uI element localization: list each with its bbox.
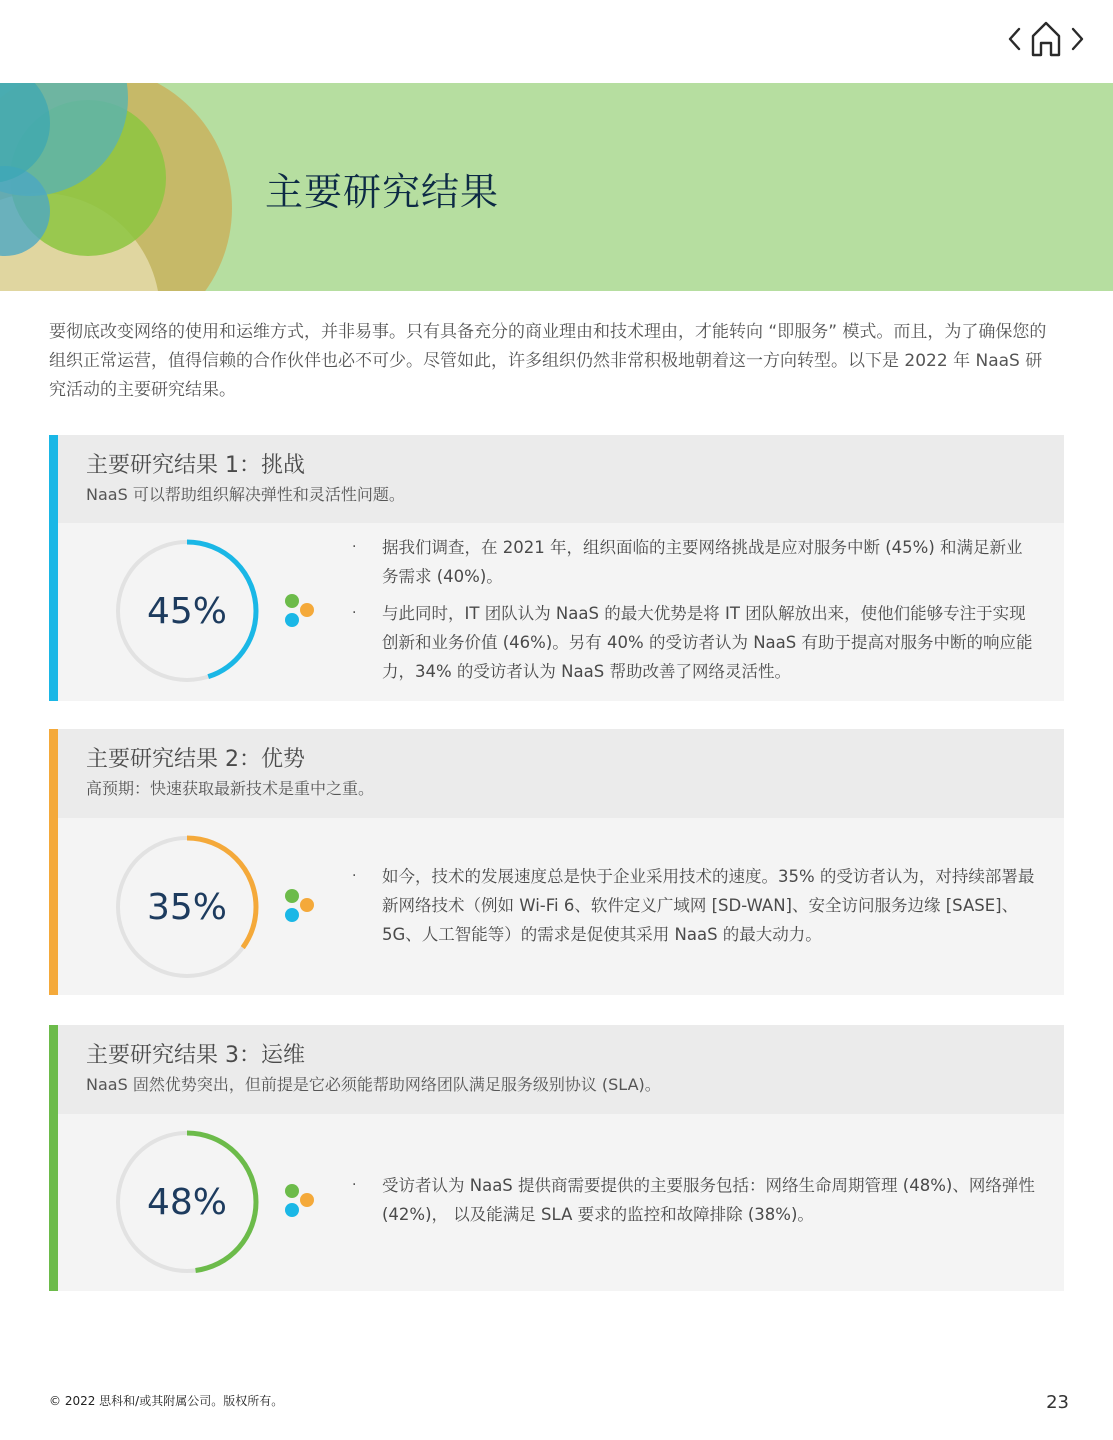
finding-subtitle: NaaS 固然优势突出，但前提是它必须能帮助网络团队满足服务级别协议 (SLA)。 [86,1075,661,1094]
finding-bullets [349,533,1039,694]
percent-ring [115,835,259,979]
finding-card-1 [49,435,1064,701]
percent-ring [115,539,259,683]
decorative-circles-art [0,83,240,291]
finding-subtitle: NaaS 可以帮助组织解决弹性和灵活性问题。 [86,485,405,504]
bullet-text: 与此同时，IT 团队认为 NaaS 的最大优势是将 IT 团队解放出来，使他们能够专注于实现创新和业务价值 (46%)。另有 40% 的受访者认为 NaaS 有助于提高对服务中断的响应能力，34% 的受访者认为 NaaS 帮助改善了网络灵活性。 [382,604,1033,681]
finding-title: 主要研究结果 3：运维 [86,1043,305,1068]
finding-card-3 [49,1025,1064,1291]
bullet-icon: · [352,1177,357,1193]
home-icon[interactable] [1029,18,1063,58]
finding-bullets [349,1171,1039,1237]
list-item [349,862,1039,949]
finding-header [58,729,1064,818]
finding-header [58,1025,1064,1114]
finding-title: 主要研究结果 1：挑战 [86,453,305,478]
finding-title: 主要研究结果 2：优势 [86,747,305,772]
bullet-text: 如今，技术的发展速度总是快于企业采用技术的速度。35% 的受访者认为，对持续部署最新网络技术（例如 Wi-Fi 6、软件定义广域网 [SD-WAN]、安全访问服务边缘 [SASE]、5G、人工智能等）的需求是促使其采用 NaaS 的最大动力。 [382,867,1035,944]
bullet-text: 据我们调查，在 2021 年，组织面临的主要网络挑战是应对服务中断 (45%) 和满足新业务需求 (40%)。 [382,538,1023,586]
accent-bar [49,1025,58,1291]
percent-value: 48% [146,1181,227,1223]
colored-dots-icon [283,1183,317,1217]
finding-card-2 [49,729,1064,995]
chevron-left-icon[interactable] [1005,18,1025,58]
accent-bar [49,435,58,701]
finding-header [58,435,1064,523]
bullet-icon: · [352,605,357,621]
bullet-text: 受访者认为 NaaS 提供商需要提供的主要服务包括：网络生命周期管理 (48%)、网络弹性 (42%)， 以及能满足 SLA 要求的监控和故障排除 (38%)。 [382,1176,1035,1224]
list-item [349,1171,1039,1229]
percent-value: 35% [146,886,227,928]
colored-dots-icon [283,888,317,922]
bullet-icon: · [352,868,357,884]
page-navigation [1005,18,1087,58]
bullet-icon: · [352,539,357,555]
hero-banner [0,83,1113,291]
accent-bar [49,729,58,995]
list-item [349,533,1039,591]
list-item [349,599,1039,686]
page-number: 23 [1046,1392,1069,1413]
finding-subtitle: 高预期：快速获取最新技术是重中之重。 [86,779,375,798]
chevron-right-icon[interactable] [1067,18,1087,58]
page-title: 主要研究结果 [265,170,500,214]
footer-copyright: © 2022 思科和/或其附属公司。版权所有。 [49,1394,284,1408]
percent-ring [115,1130,259,1274]
colored-dots-icon [283,593,317,627]
finding-bullets [349,862,1039,957]
percent-value: 45% [146,590,227,632]
intro-paragraph: 要彻底改变网络的使用和运维方式，并非易事。只有具备充分的商业理由和技术理由，才能转向 “即服务” 模式。而且，为了确保您的组织正常运营，值得信赖的合作伙伴也必不可少。尽管如此，许多组织仍然非常积极地朝着这一方向转型。以下是 2022 年 NaaS 研究活动的主要研究结果。 [49,322,1047,400]
